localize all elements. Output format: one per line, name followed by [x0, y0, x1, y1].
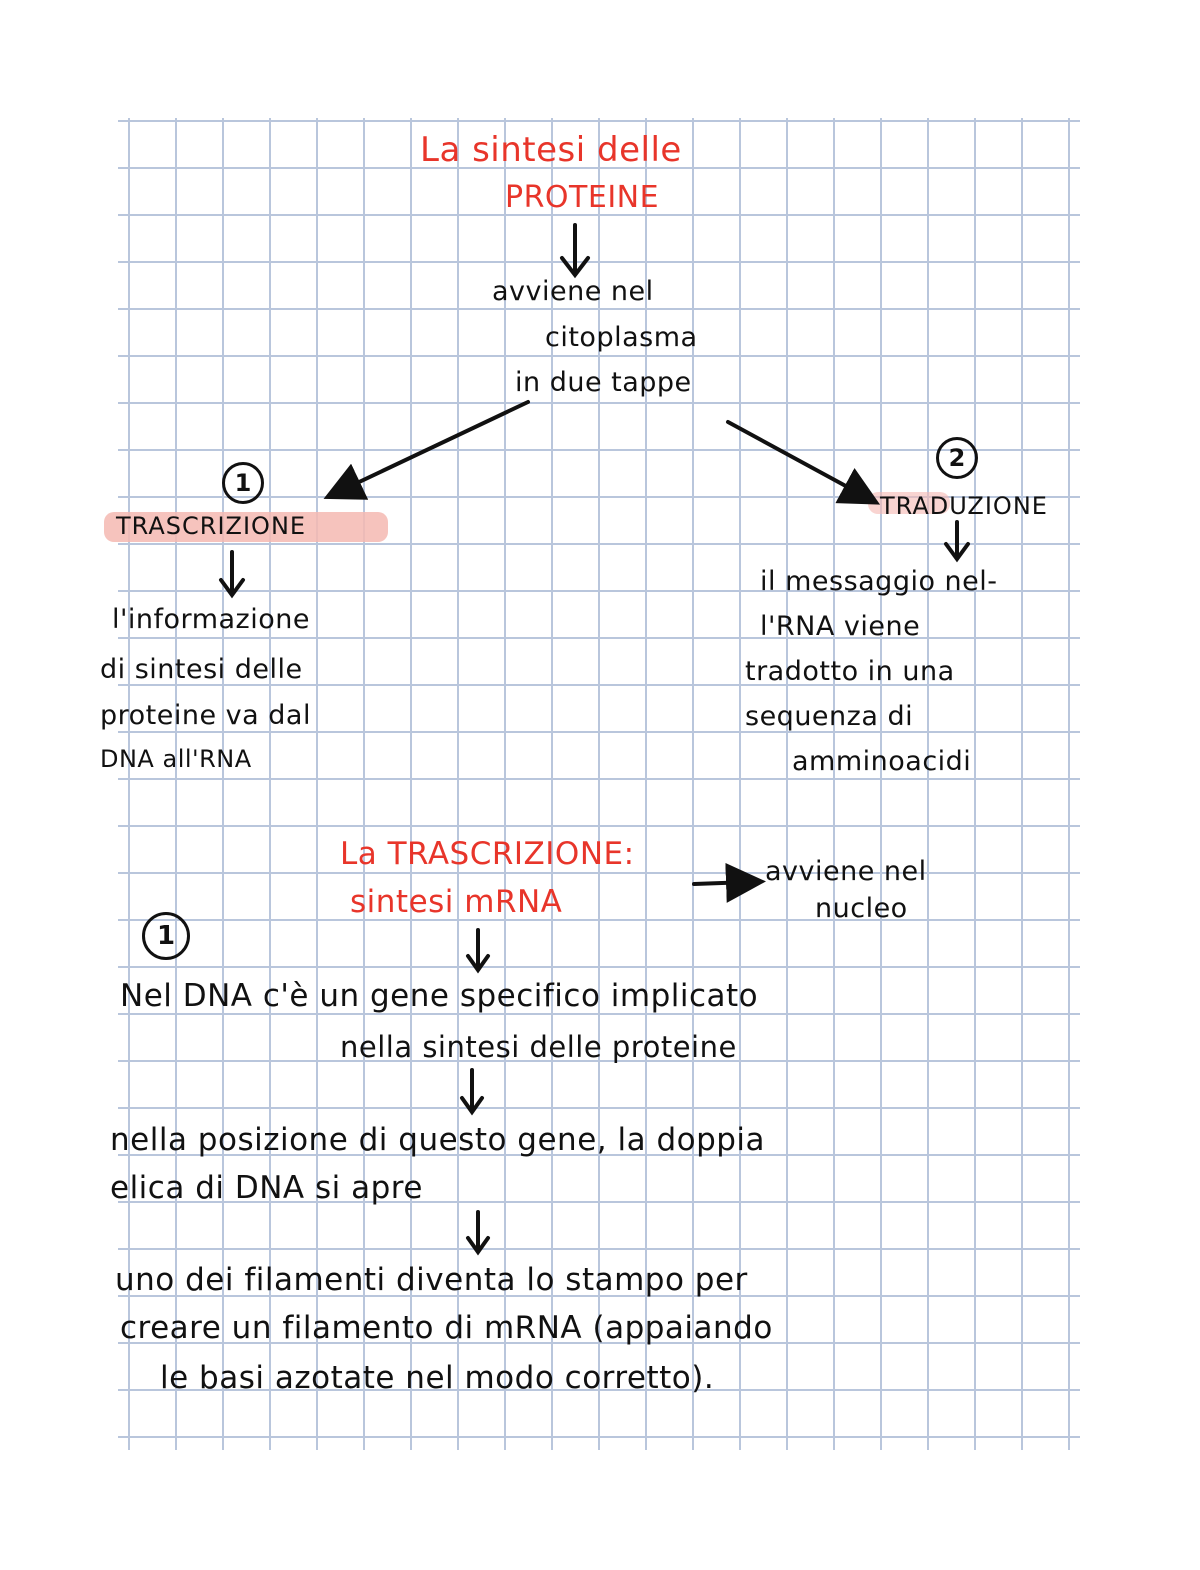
step-text-line: Nel DNA c'è un gene specifico implicato [120, 978, 759, 1014]
step-1-number: 1 [222, 462, 264, 504]
step-2-desc-line: sequenza di [745, 701, 914, 732]
step-1-desc-line: DNA all'RNA [100, 745, 252, 773]
step-2-desc-line: l'RNA viene [760, 611, 921, 642]
section-2-side-line-1: avviene nel [765, 856, 927, 887]
step-2-number: 2 [936, 437, 978, 479]
step-text-line: uno dei filamenti diventa lo stampo per [115, 1262, 748, 1298]
arrow-to-trascrizione [338, 402, 528, 492]
step-text-line: nella sintesi delle proteine [340, 1030, 737, 1064]
step-1-desc-line: l'informazione [112, 604, 310, 635]
step-2-label: TRADUZIONE [880, 492, 1048, 520]
step-1-desc-line: di sintesi delle [100, 654, 303, 685]
step-text-line: nella posizione di questo gene, la doppia [110, 1122, 766, 1158]
step-1-label: TRASCRIZIONE [116, 512, 307, 540]
section-2-title-line-1: La TRASCRIZIONE: [340, 836, 635, 872]
title-line-1: La sintesi delle [420, 130, 682, 170]
title-line-2: PROTEINE [505, 180, 660, 215]
step-text-line: le basi azotate nel modo corretto). [160, 1360, 715, 1396]
step-text-line: elica di DNA si apre [110, 1170, 423, 1206]
step-2-desc-line: tradotto in una [745, 656, 955, 687]
section-2-number: 1 [142, 912, 190, 960]
arrow-to-traduzione [728, 422, 866, 497]
arrow-to-nucleo [694, 882, 750, 884]
step-1-desc-line: proteine va dal [100, 700, 311, 731]
step-2-desc-line: amminoacidi [792, 746, 972, 777]
intro-line-2: citoplasma [545, 322, 698, 353]
section-2-title-line-2: sintesi mRNA [350, 884, 563, 920]
section-2-side-line-2: nucleo [815, 893, 908, 924]
intro-line-1: avviene nel [492, 276, 654, 307]
intro-line-3: in due tappe [515, 367, 692, 398]
step-text-line: creare un filamento di mRNA (appaiando [120, 1310, 773, 1346]
step-2-desc-line: il messaggio nel- [760, 566, 998, 597]
